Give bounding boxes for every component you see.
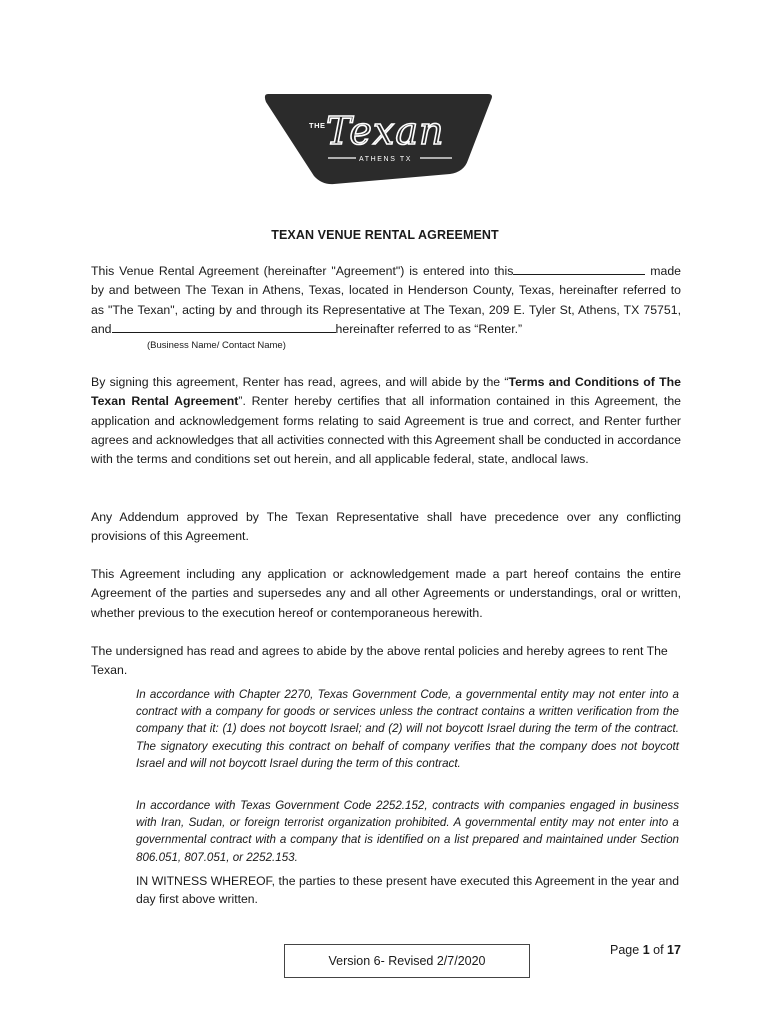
terms-bold-title: Terms and Conditions of The Texan Rental Agreement [91, 375, 681, 409]
entire-agreement-paragraph: This Agreement including any application or acknowledgement made a part hereof contains the entire Agreement of the parties and supersedes any and all other Agreements or understandings, oral or written, whether previous to the execution hereof or contemporaneous herewith. [91, 567, 681, 620]
date-blank-line[interactable] [513, 262, 645, 275]
version-box [284, 944, 530, 978]
logo-name-text: Texan [326, 109, 445, 153]
texan-logo-badge [262, 90, 494, 186]
intro-line-1-text: This Venue Rental Agreement (hereinafter "Agreement") is entered into this [91, 264, 514, 278]
intro-paragraph [91, 262, 681, 339]
business-name-note: (Business Name/ Contact Name) [147, 340, 286, 351]
witness-paragraph: IN WITNESS WHEREOF, the parties to these present have executed this Agreement in the year and day first above written. [136, 874, 679, 906]
intro-line-4-text: hereinafter referred to as “Renter.” [335, 321, 523, 336]
iran-sudan-clause: In accordance with Texas Government Code 2252.152, contracts with companies engaged in business with Iran, Sudan, or foreign terrorist organization prohibited. A governmental entity may not enter into a governmental contract with a company that is identified on a list prepared and maintained under Section 806.051, 807.051, or 2252.153. [136, 799, 679, 864]
texan-logo [262, 90, 494, 186]
intro-line-2: by and between The Texan in Athens, Texas, located in Henderson County, Texas, hereinafter referred to [91, 283, 681, 298]
page-number [610, 943, 681, 957]
version-text: Version 6- Revised 2/7/2020 [328, 954, 486, 968]
page-label: Page [610, 943, 640, 957]
logo-location-text: ATHENS TX [359, 156, 413, 163]
document-title: TEXAN VENUE RENTAL AGREEMENT [271, 228, 499, 242]
terms-paragraph [91, 373, 681, 469]
terms-text-a: By signing this agreement, Renter has read, agrees, and will abide by the “ [91, 375, 509, 389]
intro-line-4-and: and [91, 321, 112, 336]
renter-blank-line[interactable] [112, 320, 336, 333]
intro-line-1 [91, 262, 681, 281]
intro-line-3: as "The Texan", acting by and through its Representative at The Texan, 209 E. Tyler St, Athens, TX 75751, [91, 302, 681, 317]
intro-line-1-end: made [650, 264, 681, 278]
boycott-israel-clause: In accordance with Chapter 2270, Texas Government Code, a governmental entity may not enter into a contract with a company for goods or services unless the contract contains a written verification from the company that it: (1) does not boycott Israel; and (2) will not boycott Israel during the term of the contract. The signatory executing this contract on behalf of company verifies that the company does not boycott Israel and will not boycott Israel during the term of this contract. [136, 688, 679, 770]
page-total: 17 [667, 943, 681, 957]
addendum-paragraph: Any Addendum approved by The Texan Representative shall have precedence over any conflicting provisions of this Agreement. [91, 510, 681, 544]
page-current: 1 [642, 943, 650, 957]
intro-line-4 [91, 320, 681, 339]
terms-text-b: ”. Renter hereby certifies that all information contained in this Agreement, the application and acknowledgement forms relating to said Agreement is true and correct, and Renter further agrees and acknowledges that all activities connected with this Agreement shall be conducted in accordance with the terms and conditions set out herein, and all applicable federal, state, andlocal laws. [91, 394, 681, 467]
page-of: of [653, 943, 664, 957]
logo-the-text: THE [309, 121, 326, 130]
undersigned-paragraph: The undersigned has read and agrees to abide by the above rental policies and hereby agrees to rent The Texan. [91, 644, 668, 678]
